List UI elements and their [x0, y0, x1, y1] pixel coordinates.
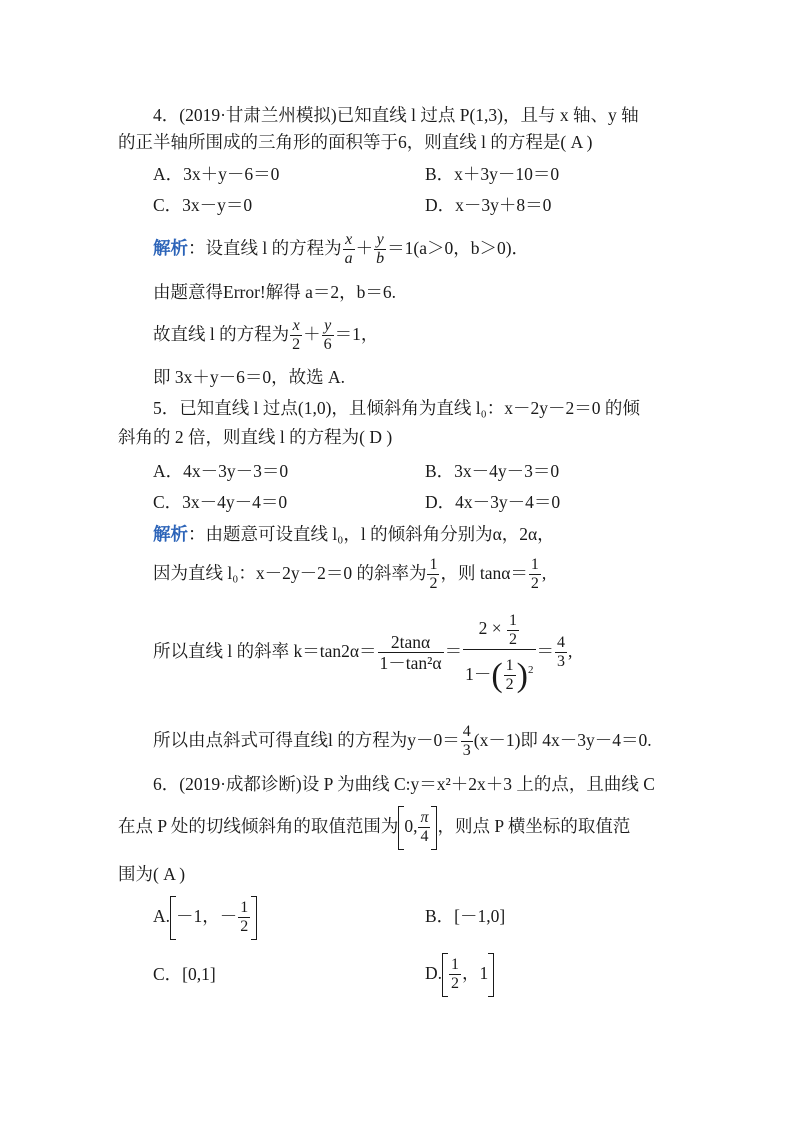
denominator: 2	[240, 918, 249, 936]
q4-solution-line3	[153, 312, 378, 356]
denominator: b	[376, 250, 385, 268]
q4-stem-line1: 4．(2019·甘肃兰州模拟)已知直线 l 过点 P(1,3)，且与 x 轴、y 轴	[153, 105, 639, 125]
q5-sol1: ：由题意可设直线 l₀，l 的倾斜角分别为α，2α，	[188, 524, 555, 544]
numerator: π	[420, 809, 429, 827]
fraction-one-half	[238, 899, 250, 936]
q4-option-a: A．3x＋y－6＝0	[153, 164, 280, 184]
q4-option-b: B．x＋3y－10＝0	[425, 164, 560, 184]
right-bracket	[251, 896, 257, 940]
q4-sol3-pre: 故直线 l 的方程为	[153, 324, 290, 344]
numerator: y	[322, 317, 334, 336]
q6-line2-pre: 在点 P 处的切线倾斜角的取值范围为	[118, 816, 399, 836]
numerator: 1	[429, 556, 438, 574]
q5-solution-line4	[153, 718, 652, 762]
option-label: D.	[425, 963, 443, 983]
fraction-four-thirds	[555, 634, 567, 671]
q6-stem-line1: 6．(2019·成都诊断)设 P 为曲线 C:y＝x²＋2x＋3 上的点，且曲线 C	[153, 774, 655, 794]
fraction-y-over-6	[322, 317, 334, 354]
fraction-four-thirds	[461, 723, 473, 760]
numerator: 4	[557, 634, 565, 652]
denominator: 2	[508, 630, 517, 648]
denominator: 3	[557, 653, 565, 671]
option-label: A.	[153, 906, 171, 926]
q6-stem-line3: 围为( A )	[118, 864, 186, 884]
denominator: 2	[530, 575, 539, 593]
numerator: 1	[530, 556, 539, 574]
denominator: 4	[420, 828, 429, 846]
q5-solution-line3	[153, 606, 572, 696]
q4-sol1-post: ＝1(a＞0，b＞0)．	[387, 238, 530, 258]
q5-stem-line1: 5．已知直线 l 过点(1,0)，且倾斜角为直线 l₀：x－2y－2＝0 的倾	[153, 398, 640, 418]
fraction-one-half	[529, 556, 541, 593]
numerator: y	[374, 231, 386, 250]
q5-sol3-post: ,	[568, 641, 573, 661]
solution-label: 解析	[153, 524, 188, 544]
fraction-x-over-2	[290, 317, 302, 354]
q5-solution-line2	[153, 551, 546, 595]
times-expression: 2 ×	[478, 618, 506, 639]
q4-stem-line2: 的正半轴所围成的三角形的面积等于6，则直线 l 的方程是( A )	[118, 132, 593, 152]
numerator: x	[343, 231, 355, 250]
q5-sol2-pre: 因为直线 l₀：x－2y－2＝0 的斜率为	[153, 563, 427, 583]
q6-option-c: C．[0,1]	[153, 964, 216, 984]
numerator: 2tanα	[378, 632, 444, 653]
interval-start: －1，－	[176, 906, 238, 926]
q4-solution-line4: 即 3x＋y－6＝0，故选 A.	[153, 367, 346, 387]
fraction-one-half	[507, 612, 519, 649]
q6-option-a	[153, 893, 257, 940]
equals-sign: ＝	[536, 641, 554, 661]
fraction-x-over-a	[343, 231, 355, 268]
numerator: 1	[451, 956, 460, 974]
q4-option-d: D．x－3y＋8＝0	[425, 195, 552, 215]
fraction-double-angle	[378, 632, 444, 673]
denominator	[463, 650, 535, 696]
denominator: 2	[292, 336, 301, 354]
numerator	[463, 610, 535, 649]
right-bracket	[488, 953, 494, 997]
q6-option-b: B．[－1,0]	[425, 906, 506, 926]
numerator: 1	[240, 899, 249, 917]
q5-option-d: D．4x－3y－4＝0	[425, 492, 561, 512]
q5-option-b: B．3x－4y－3＝0	[425, 461, 560, 481]
q5-option-a: A．4x－3y－3＝0	[153, 461, 289, 481]
denominator: 2	[505, 676, 514, 694]
q6-option-d	[425, 950, 494, 997]
q4-solution-line2: 由题意得Error!解得 a＝2，b＝6.	[153, 282, 397, 302]
plus-sign: ＋	[303, 324, 321, 344]
numerator: 4	[462, 723, 471, 741]
denominator: 2	[451, 975, 460, 993]
fraction-one-half	[427, 556, 439, 593]
interval-end: ，1	[462, 963, 489, 983]
solution-label: 解析	[153, 238, 188, 258]
left-bracket	[442, 953, 448, 997]
q5-stem-line2: 斜角的 2 倍，则直线 l 的方程为( D )	[118, 427, 393, 447]
q5-sol4-pre: 所以由点斜式可得直线l 的方程为y－0＝	[153, 730, 460, 750]
q4-sol1-pre: ：设直线 l 的方程为	[188, 238, 342, 258]
fraction-substituted	[463, 610, 535, 695]
q5-solution-line1	[153, 521, 555, 547]
fraction-one-half	[504, 657, 516, 694]
q4-option-c: C．3x－y＝0	[153, 195, 253, 215]
one-minus: 1－	[465, 663, 492, 684]
interval-start: 0,	[404, 816, 418, 836]
q5-sol3-pre: 所以直线 l 的斜率 k＝tan2α＝	[153, 641, 377, 661]
square-exponent: 2	[528, 663, 534, 676]
numerator: x	[290, 317, 302, 336]
fraction-pi-over-4	[418, 809, 430, 846]
q6-line2-post: ，则点 P 横坐标的取值范	[437, 816, 631, 836]
right-paren: )	[516, 656, 528, 694]
denominator: 3	[462, 742, 471, 760]
denominator: 2	[429, 575, 438, 593]
q5-option-c: C．3x－4y－4＝0	[153, 492, 288, 512]
plus-sign: ＋	[355, 238, 374, 258]
fraction-y-over-b	[374, 231, 386, 268]
numerator: 1	[508, 611, 517, 629]
left-paren: (	[491, 656, 503, 694]
q6-stem-line2	[118, 803, 630, 850]
q5-sol2-mid: ，则 tanα＝	[440, 563, 528, 583]
denominator: a	[344, 250, 353, 268]
q4-sol3-post: ＝1，	[334, 324, 379, 344]
denominator: 1－tan²α	[379, 653, 442, 674]
q4-solution-line1	[153, 226, 529, 270]
q5-sol4-post: (x－1)即 4x－3y－4＝0.	[473, 730, 652, 750]
q5-sol2-post: ,	[541, 563, 547, 583]
equals-sign: ＝	[444, 641, 463, 661]
denominator: 6	[323, 336, 332, 354]
fraction-one-half	[449, 956, 461, 993]
numerator: 1	[505, 657, 514, 675]
